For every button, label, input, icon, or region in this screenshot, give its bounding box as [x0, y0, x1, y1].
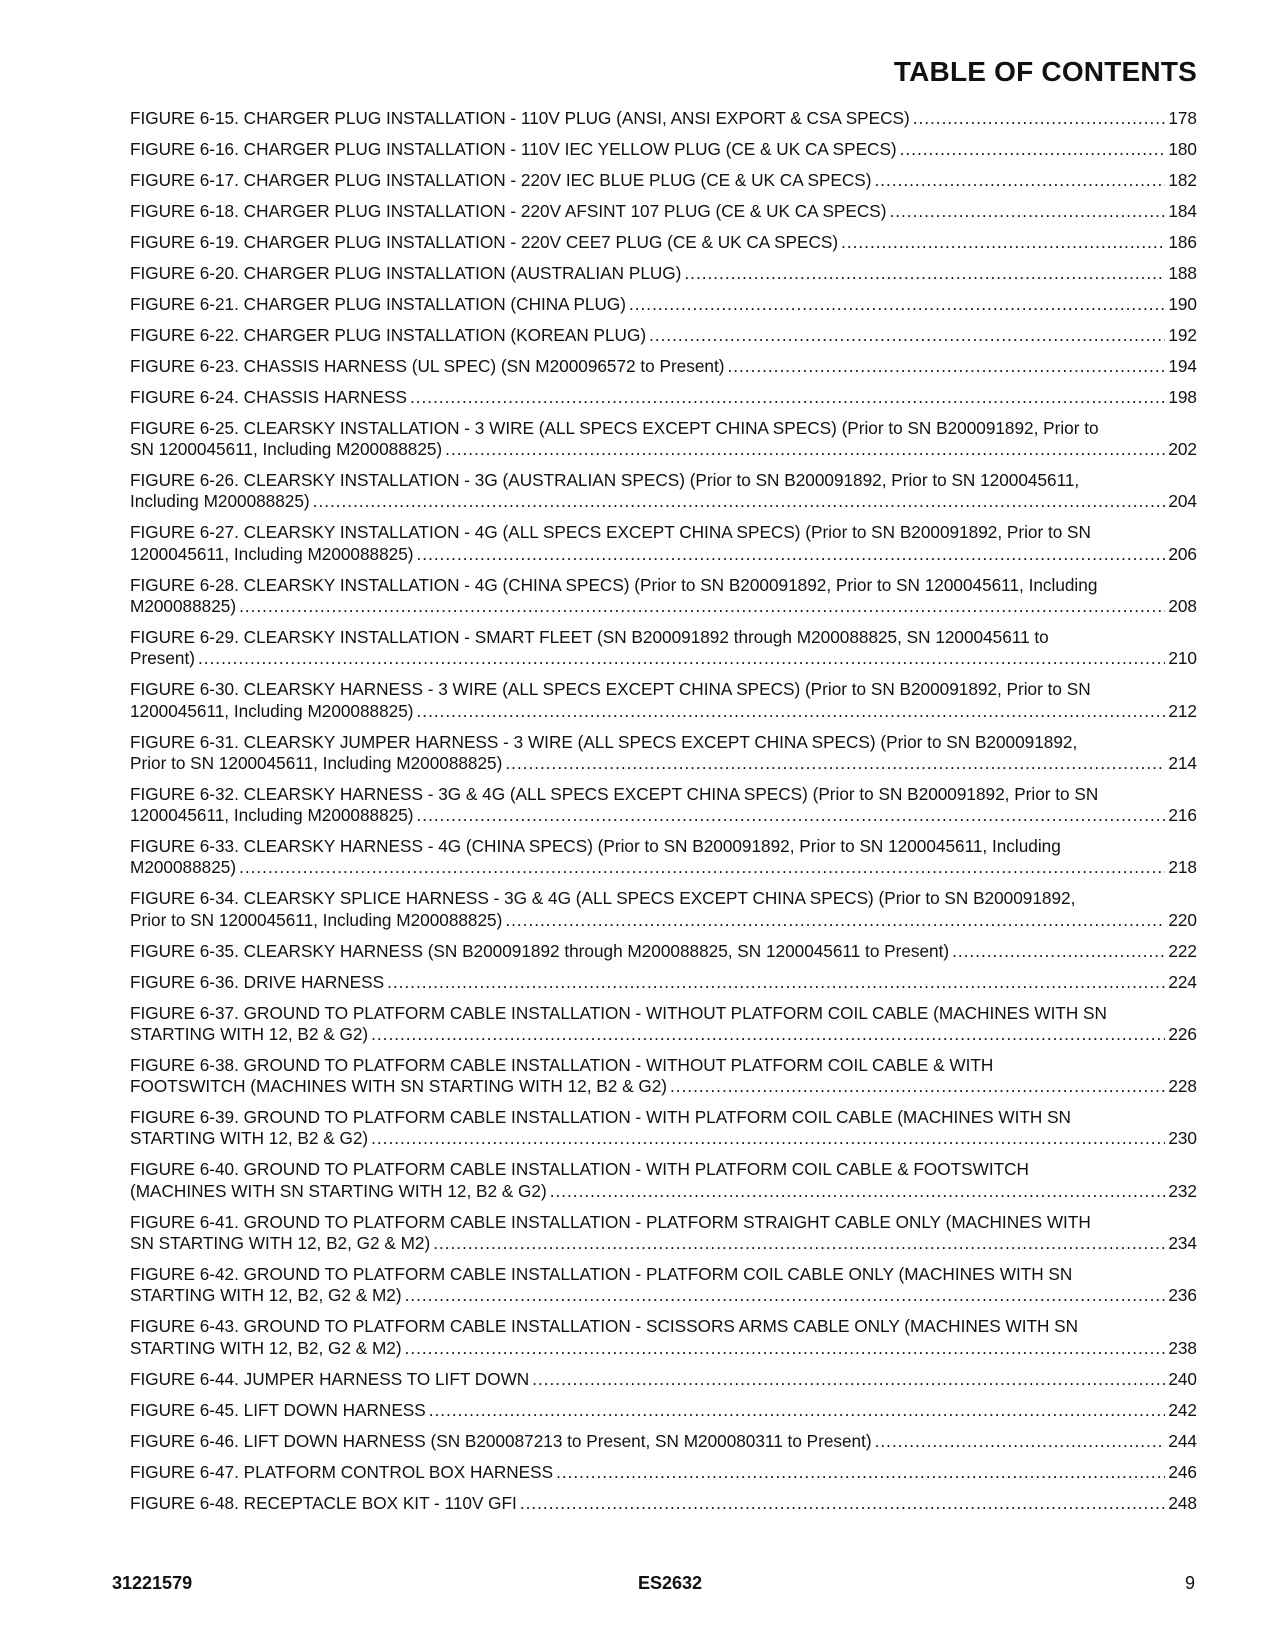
dot-leader — [727, 356, 1165, 377]
toc-entry[interactable] — [130, 522, 1197, 565]
toc-entry-text: FIGURE 6-38. GROUND TO PLATFORM CABLE INSTALLATION - WITHOUT PLATFORM COIL CABLE & WITH — [130, 1054, 994, 1075]
toc-page-number: 238 — [1168, 1337, 1197, 1358]
toc-page-number: 202 — [1168, 439, 1197, 460]
toc-page-number: 242 — [1168, 1399, 1197, 1420]
toc-entry-text: STARTING WITH 12, B2, G2 & M2) — [130, 1337, 402, 1358]
dot-leader — [387, 972, 1165, 993]
toc-entry-text: FIGURE 6-27. CLEARSKY INSTALLATION - 4G (ALL SPECS EXCEPT CHINA SPECS) (Prior to SN B200091892, Prior to SN — [130, 522, 1091, 543]
dot-leader — [445, 439, 1165, 460]
toc-page-number: 222 — [1168, 940, 1197, 961]
toc-entry-text: FIGURE 6-15. CHARGER PLUG INSTALLATION - 110V PLUG (ANSI, ANSI EXPORT & CSA SPECS) — [130, 108, 910, 128]
toc-page-number: 192 — [1168, 324, 1197, 345]
dot-leader — [239, 857, 1165, 878]
dot-leader — [198, 648, 1165, 669]
toc-entry-text: FIGURE 6-41. GROUND TO PLATFORM CABLE INSTALLATION - PLATFORM STRAIGHT CABLE ONLY (MACHINES WITH — [130, 1211, 1091, 1232]
toc-page-number: 194 — [1168, 355, 1197, 376]
toc-entry[interactable] — [130, 972, 1197, 993]
toc-entry-row — [130, 1431, 1197, 1452]
toc-entry-text: FIGURE 6-47. PLATFORM CONTROL BOX HARNESS — [130, 1461, 554, 1482]
dot-leader — [417, 544, 1166, 565]
toc-entry-row — [130, 1181, 1197, 1202]
toc-page-number: 236 — [1168, 1285, 1197, 1306]
toc-entry[interactable] — [130, 170, 1197, 191]
dot-leader — [371, 1128, 1165, 1149]
toc-page-number: 198 — [1168, 386, 1197, 407]
toc-entry-row — [130, 1338, 1197, 1359]
toc-entry[interactable] — [130, 1264, 1197, 1307]
toc-entry[interactable] — [130, 263, 1197, 284]
toc-entry[interactable] — [130, 1055, 1197, 1098]
toc-entry-text: M200088825) — [130, 595, 237, 616]
toc-entry-row — [130, 1462, 1197, 1483]
toc-entry-text: FIGURE 6-30. CLEARSKY HARNESS - 3 WIRE (ALL SPECS EXCEPT CHINA SPECS) (Prior to SN B200091892, Prior to SN — [130, 679, 1091, 700]
dot-leader — [532, 1369, 1165, 1390]
toc-entry-text: FIGURE 6-46. LIFT DOWN HARNESS (SN B200087213 to Present, SN M200080311 to Present) — [130, 1430, 872, 1451]
toc-entry[interactable] — [130, 387, 1197, 408]
dot-leader — [410, 387, 1165, 408]
toc-entry-text: FIGURE 6-23. CHASSIS HARNESS (UL SPEC) (SN M200096572 to Present) — [130, 355, 725, 376]
dot-leader — [520, 1493, 1165, 1514]
toc-entry-text: FIGURE 6-17. CHARGER PLUG INSTALLATION - 220V IEC BLUE PLUG (CE & UK CA SPECS) — [130, 169, 872, 190]
toc-entry[interactable] — [130, 1107, 1197, 1150]
toc-entry-text: FIGURE 6-16. CHARGER PLUG INSTALLATION - 110V IEC YELLOW PLUG (CE & UK CA SPECS) — [130, 138, 897, 159]
toc-entry-row — [130, 805, 1197, 826]
toc-entry-row — [130, 1285, 1197, 1306]
toc-entry[interactable] — [130, 1159, 1197, 1202]
toc-entry-text: (MACHINES WITH SN STARTING WITH 12, B2 & G2) — [130, 1180, 547, 1201]
toc-entry[interactable] — [130, 1003, 1197, 1046]
toc-entry-row — [130, 356, 1197, 377]
toc-page-number: 220 — [1168, 909, 1197, 930]
toc-entry[interactable] — [130, 325, 1197, 346]
toc-entry-text: STARTING WITH 12, B2 & G2) — [130, 1128, 369, 1149]
toc-entry-row — [130, 325, 1197, 346]
dot-leader — [684, 263, 1165, 284]
toc-page-number: 230 — [1168, 1128, 1197, 1149]
toc-entry-text: FIGURE 6-34. CLEARSKY SPLICE HARNESS - 3G & 4G (ALL SPECS EXCEPT CHINA SPECS) (Prior to SN B200091892, — [130, 888, 1076, 909]
toc-page-number: 204 — [1168, 491, 1197, 512]
toc-entry-text: FIGURE 6-20. CHARGER PLUG INSTALLATION (AUSTRALIAN PLUG) — [130, 262, 682, 283]
toc-entry-text: Prior to SN 1200045611, Including M200088825) — [130, 909, 503, 930]
toc-page-number: 188 — [1168, 262, 1197, 283]
dot-leader — [405, 1338, 1166, 1359]
toc-entry-row — [130, 753, 1197, 774]
toc-entry[interactable] — [130, 627, 1197, 670]
toc-entry-text: FIGURE 6-22. CHARGER PLUG INSTALLATION (KOREAN PLUG) — [130, 324, 647, 345]
toc-entry[interactable] — [130, 232, 1197, 253]
toc-entry[interactable] — [130, 418, 1197, 461]
toc-entry-row — [130, 857, 1197, 878]
toc-entry[interactable] — [130, 575, 1197, 618]
dot-leader — [313, 491, 1166, 512]
toc-entry-text: Prior to SN 1200045611, Including M200088825) — [130, 752, 503, 773]
toc-entry-text: FIGURE 6-33. CLEARSKY HARNESS - 4G (CHINA SPECS) (Prior to SN B200091892, Prior to SN 1200045611, Including — [130, 836, 1061, 857]
dot-leader — [505, 910, 1165, 931]
toc-entry-row — [130, 139, 1197, 160]
toc-page-number: 214 — [1168, 752, 1197, 773]
toc-page-number: 186 — [1168, 231, 1197, 252]
dot-leader — [417, 701, 1166, 722]
toc-entry-row — [130, 1233, 1197, 1254]
toc-entry-row — [130, 170, 1197, 191]
toc-entry-text: FIGURE 6-28. CLEARSKY INSTALLATION - 4G (CHINA SPECS) (Prior to SN B200091892, Prior to SN 1200045611, Including — [130, 574, 1098, 595]
toc-entry-text: Present) — [130, 648, 195, 669]
toc-entry-text: 1200045611, Including M200088825) — [130, 543, 414, 564]
toc-entry-text: FIGURE 6-31. CLEARSKY JUMPER HARNESS - 3 WIRE (ALL SPECS EXCEPT CHINA SPECS) (Prior to SN B200091892, — [130, 731, 1078, 752]
toc-entry[interactable] — [130, 1212, 1197, 1255]
dot-leader — [629, 294, 1165, 315]
toc-entry-row — [130, 972, 1197, 993]
toc-entry-text: FIGURE 6-45. LIFT DOWN HARNESS — [130, 1399, 426, 1420]
toc-entry-text: M200088825) — [130, 857, 237, 878]
toc-entry-text: FIGURE 6-24. CHASSIS HARNESS — [130, 386, 407, 407]
toc-entry-row — [130, 263, 1197, 284]
toc-entry-text: FIGURE 6-42. GROUND TO PLATFORM CABLE INSTALLATION - PLATFORM COIL CABLE ONLY (MACHINES WITH SN — [130, 1264, 1073, 1285]
toc-entry[interactable] — [130, 732, 1197, 775]
toc-entry[interactable] — [130, 108, 1197, 129]
toc-page-number: 212 — [1168, 700, 1197, 721]
dot-leader — [505, 753, 1165, 774]
toc-page-number: 218 — [1168, 857, 1197, 878]
toc-entry-row — [130, 439, 1197, 460]
dot-leader — [900, 139, 1166, 160]
toc-entry-row — [130, 387, 1197, 408]
page-footer — [0, 1573, 1275, 1597]
page-title: TABLE OF CONTENTS — [893, 56, 1197, 87]
toc-entry[interactable] — [130, 470, 1197, 513]
toc-page-number: 208 — [1168, 595, 1197, 616]
toc-entry[interactable] — [130, 888, 1197, 931]
toc-entry-row — [130, 232, 1197, 253]
toc-page-number: 184 — [1168, 200, 1197, 221]
toc-page-number: 228 — [1168, 1076, 1197, 1097]
dot-leader — [429, 1400, 1166, 1421]
dot-leader — [670, 1076, 1165, 1097]
toc-entry-text: FIGURE 6-19. CHARGER PLUG INSTALLATION - 220V CEE7 PLUG (CE & UK CA SPECS) — [130, 231, 839, 252]
toc-entry[interactable] — [130, 1431, 1197, 1452]
dot-leader — [239, 596, 1165, 617]
toc-entry-text: 1200045611, Including M200088825) — [130, 700, 414, 721]
toc-entry-text: FIGURE 6-26. CLEARSKY INSTALLATION - 3G (AUSTRALIAN SPECS) (Prior to SN B200091892, Prior to SN 1200045611, — [130, 470, 1080, 491]
dot-leader — [433, 1233, 1165, 1254]
toc-entry[interactable] — [130, 356, 1197, 377]
toc-entry[interactable] — [130, 836, 1197, 879]
dot-leader — [556, 1462, 1165, 1483]
toc-entry-row — [130, 108, 1197, 129]
toc-entry-text: FOOTSWITCH (MACHINES WITH SN STARTING WITH 12, B2 & G2) — [130, 1076, 667, 1097]
toc-entry-row — [130, 941, 1197, 962]
table-of-contents — [130, 108, 1197, 1524]
dot-leader — [841, 232, 1165, 253]
toc-page-number: 190 — [1168, 293, 1197, 314]
toc-entry-text: FIGURE 6-43. GROUND TO PLATFORM CABLE INSTALLATION - SCISSORS ARMS CABLE ONLY (MACHINES WITH SN — [130, 1316, 1079, 1337]
dot-leader — [875, 170, 1166, 191]
toc-entry-text: FIGURE 6-25. CLEARSKY INSTALLATION - 3 WIRE (ALL SPECS EXCEPT CHINA SPECS) (Prior to SN B200091892, Prior to — [130, 417, 1099, 438]
toc-entry-row — [130, 294, 1197, 315]
toc-entry[interactable] — [130, 201, 1197, 222]
toc-entry[interactable] — [130, 941, 1197, 962]
toc-page-number: 244 — [1168, 1430, 1197, 1451]
toc-entry[interactable] — [130, 1369, 1197, 1390]
toc-entry[interactable] — [130, 139, 1197, 160]
toc-entry-row — [130, 1076, 1197, 1097]
toc-entry-row — [130, 1400, 1197, 1421]
toc-entry-text: FIGURE 6-21. CHARGER PLUG INSTALLATION (CHINA PLUG) — [130, 293, 626, 314]
toc-entry-text: STARTING WITH 12, B2, G2 & M2) — [130, 1285, 402, 1306]
toc-entry-row — [130, 648, 1197, 669]
toc-entry-text: FIGURE 6-40. GROUND TO PLATFORM CABLE INSTALLATION - WITH PLATFORM COIL CABLE & FOOTSWITCH — [130, 1159, 1029, 1180]
model-name: ES2632 — [637, 1573, 703, 1593]
toc-entry-text: FIGURE 6-32. CLEARSKY HARNESS - 3G & 4G (ALL SPECS EXCEPT CHINA SPECS) (Prior to SN B200091892, Prior to SN — [130, 783, 1099, 804]
toc-entry[interactable] — [130, 1400, 1197, 1421]
toc-page-number: 234 — [1168, 1233, 1197, 1254]
dot-leader — [371, 1024, 1165, 1045]
toc-entry-row — [130, 701, 1197, 722]
dot-leader — [649, 325, 1165, 346]
toc-entry-text: FIGURE 6-36. DRIVE HARNESS — [130, 971, 385, 992]
toc-page-number: 216 — [1168, 805, 1197, 826]
toc-entry-row — [130, 1024, 1197, 1045]
toc-page-number: 232 — [1168, 1180, 1197, 1201]
toc-entry-text: SN STARTING WITH 12, B2, G2 & M2) — [130, 1233, 431, 1254]
toc-entry-row — [130, 1128, 1197, 1149]
toc-page-number: 248 — [1168, 1492, 1197, 1513]
toc-entry-row — [130, 544, 1197, 565]
toc-entry-row — [130, 1369, 1197, 1390]
toc-entry-row — [130, 491, 1197, 512]
toc-entry[interactable] — [130, 1462, 1197, 1483]
toc-entry[interactable] — [130, 1316, 1197, 1359]
toc-entry-text: SN 1200045611, Including M200088825) — [130, 439, 443, 460]
dot-leader — [405, 1285, 1166, 1306]
page-number: 9 — [1184, 1573, 1195, 1593]
toc-page-number: 224 — [1168, 971, 1197, 992]
toc-page-number: 210 — [1168, 648, 1197, 669]
toc-page-number: 180 — [1168, 138, 1197, 159]
toc-entry-text: Including M200088825) — [130, 491, 310, 512]
toc-entry-text: FIGURE 6-44. JUMPER HARNESS TO LIFT DOWN — [130, 1368, 530, 1389]
toc-entry-text: 1200045611, Including M200088825) — [130, 805, 414, 826]
toc-entry-row — [130, 910, 1197, 931]
toc-page-number: 178 — [1168, 108, 1197, 128]
dot-leader — [417, 805, 1166, 826]
toc-entry-text: FIGURE 6-18. CHARGER PLUG INSTALLATION - 220V AFSINT 107 PLUG (CE & UK CA SPECS) — [130, 200, 887, 221]
toc-entry-text: FIGURE 6-37. GROUND TO PLATFORM CABLE INSTALLATION - WITHOUT PLATFORM COIL CABLE (MACHINES WITH SN — [130, 1002, 1107, 1023]
toc-page-number: 206 — [1168, 543, 1197, 564]
dot-leader — [550, 1181, 1166, 1202]
toc-page-number: 182 — [1168, 169, 1197, 190]
toc-entry-row — [130, 596, 1197, 617]
dot-leader — [889, 201, 1165, 222]
toc-page-number: 246 — [1168, 1461, 1197, 1482]
toc-entry-text: FIGURE 6-35. CLEARSKY HARNESS (SN B200091892 through M200088825, SN 1200045611 to Present) — [130, 940, 950, 961]
toc-entry-row — [130, 201, 1197, 222]
toc-entry[interactable] — [130, 679, 1197, 722]
toc-entry[interactable] — [130, 784, 1197, 827]
toc-entry-text: FIGURE 6-48. RECEPTACLE BOX KIT - 110V GFI — [130, 1492, 517, 1513]
toc-entry-text: FIGURE 6-29. CLEARSKY INSTALLATION - SMART FLEET (SN B200091892 through M200088825, SN 1200045611 to — [130, 626, 1049, 647]
dot-leader — [875, 1431, 1166, 1452]
toc-entry[interactable] — [130, 1493, 1197, 1514]
toc-entry[interactable] — [130, 294, 1197, 315]
toc-entry-text: STARTING WITH 12, B2 & G2) — [130, 1023, 369, 1044]
toc-page-number: 240 — [1168, 1368, 1197, 1389]
dot-leader — [952, 941, 1165, 962]
document-number: 31221579 — [112, 1573, 193, 1593]
toc-page-number: 226 — [1168, 1023, 1197, 1044]
toc-entry-text: FIGURE 6-39. GROUND TO PLATFORM CABLE INSTALLATION - WITH PLATFORM COIL CABLE (MACHINES WITH SN — [130, 1107, 1071, 1128]
toc-entry-row — [130, 1493, 1197, 1514]
dot-leader — [913, 108, 1166, 129]
